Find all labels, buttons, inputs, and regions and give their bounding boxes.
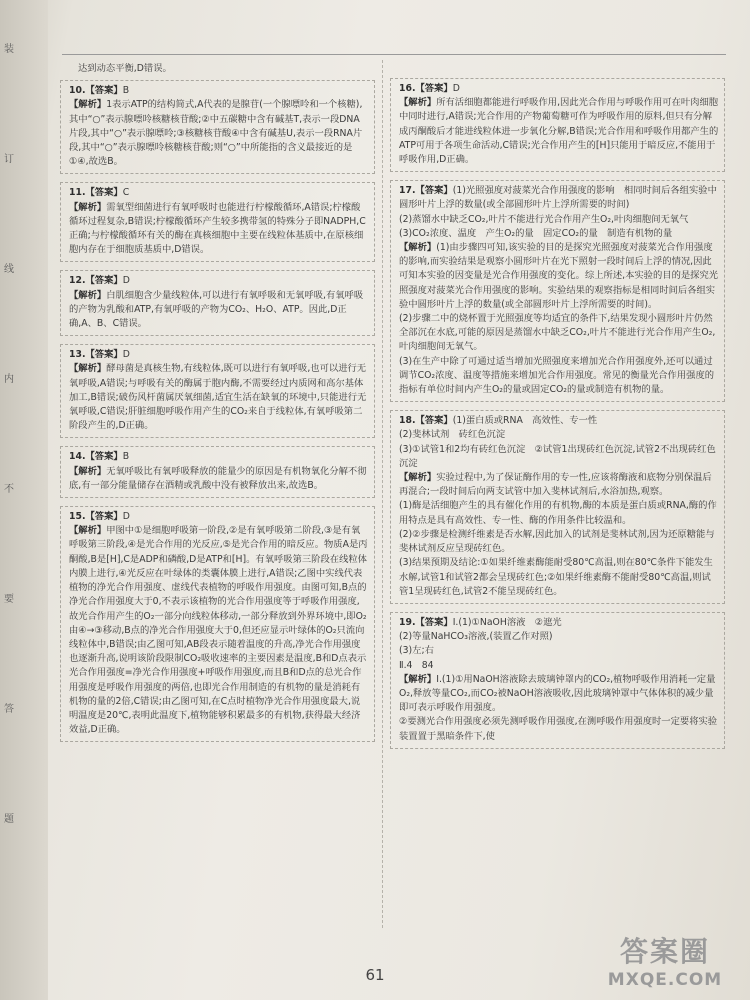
analysis-text: (2)②步骤是检测纤维素是否水解,因此加入的试剂是斐林试剂,因为还原糖能与斐林试剂反应呈现砖红色。 xyxy=(399,528,715,555)
gutter-char: 题 xyxy=(4,814,14,825)
answer-item xyxy=(390,78,725,172)
right-column xyxy=(390,78,725,757)
answer-item xyxy=(60,344,375,438)
gutter-char: 订 xyxy=(4,154,14,165)
analysis-text: (2)步骤二中的烧杯置于光照强度等均适宜的条件下,结果发现小圆形叶片仍然全部沉在水底,可能的原因是蒸馏水中缺乏CO₂,叶片不能进行光合作用产生O₂,叶肉细胞间无氧气。 xyxy=(399,313,716,353)
answer-line: (1)蛋白质或RNA 高效性、专一性 xyxy=(452,415,598,427)
analysis-block xyxy=(69,362,369,433)
answer-item xyxy=(390,612,725,749)
analysis-text: 所有活细胞都能进行呼吸作用,因此光合作用与呼吸作用可在叶肉细胞中同时进行,A错误;光合作用的产物葡萄糖可作为呼吸作用的原料,但只有分解成丙酮酸后才能进线粒体进一步氧化分解,B错误;光合作用和呼吸作用都产生的ATP可用于各项生命活动,C错误;光合作用产生的[H]只能用于暗反应,不能用于呼吸作用,D正确。 xyxy=(399,97,719,166)
answer-line: (2)等量NaHCO₃溶液,(装置乙作对照) xyxy=(399,631,553,643)
item-number: 18. xyxy=(399,415,416,427)
analysis-label: 【解析】 xyxy=(69,99,107,111)
item-number: 14. xyxy=(69,451,86,463)
analysis-text: 无氧呼吸比有氧呼吸释放的能量少的原因是有机物氧化分解不彻底,有一部分能量储存在酒精或乳酸中没有被释放出来,故选B。 xyxy=(69,465,367,491)
answer-label: 【答案】 xyxy=(415,83,453,94)
answer-head xyxy=(69,348,369,362)
analysis-label: 【解析】 xyxy=(69,363,107,375)
answer-label: 【答案】 xyxy=(85,85,123,97)
answer-value: D xyxy=(122,275,130,287)
answer-label: 【答案】 xyxy=(85,275,123,287)
answer-item xyxy=(390,410,725,604)
item-number: 10. xyxy=(69,85,86,97)
column-divider xyxy=(382,60,383,928)
analysis-text: 甲图中①是细胞呼吸第一阶段,②是有氧呼吸第二阶段,③是有氧呼吸第三阶段,④是光合作用的光反应,⑤是光合作用的暗反应。物质A是丙酮酸,B是[H],C是ADP和磷酸,D是ATP和[H]。有氧呼吸第三阶段在线粒体内膜上进行,④光反应在叶绿体的类囊体膜上进行,A错误;乙图中实线代表植物的净光合作用强度、虚线代表植物的呼吸作用强度。由图可知,B点的净光合作用强度大于0,不表示该植物的光合作用强度等于呼吸作用强度,故光合作用产生的O₂一部分向线粒体移动,一部分释放到外界环境中,即O₂由④→③移动,B点的净光合作用强度大于0,但还应显示叶绿体的O₂只流向线粒体中,B错误;由乙图可知,AB段表示随着温度的升高,净光合作用强度也逐渐升高,说明该阶段限制CO₂吸收速率的主要因素是温度,B和D点表示光合作用强度=净光合作用强度+呼吸作用强度,而且B和D点的总光合作用强度是呼吸作用强度的两倍,也即光合作用制造的有机物的量是消耗有机物的量的2倍,C错误;由乙图可知,在C点时植物净光合作用强度最大,说明温度是20℃,表明此温度下,植物能够积累最多的有机物,获得最大经济效益,D正确。 xyxy=(69,525,368,736)
answer-head xyxy=(399,616,719,630)
gutter-char: 要 xyxy=(4,594,14,605)
analysis-text: 酵母菌是真核生物,有线粒体,既可以进行有氧呼吸,也可以进行无氧呼吸,A错误;与呼吸有关的酶属于胞内酶,不需要经过内质网和高尔基体加工,B错误;破伤风杆菌属厌氧细菌,适宜生活在缺氧的环境中,只能进行无氧呼吸,C错误;肝脏细胞呼吸作用产生的CO₂来自于线粒体,有氧呼吸第二阶段产生的,D正确。 xyxy=(69,363,367,432)
item-number: 12. xyxy=(69,275,86,287)
item-number: 15. xyxy=(69,511,86,523)
answer-item xyxy=(60,446,375,498)
answer-label: 【答案】 xyxy=(85,511,123,523)
binding-gutter xyxy=(0,0,48,1000)
analysis-label: 【解析】 xyxy=(69,465,107,477)
answer-value: B xyxy=(122,85,130,97)
answer-line: (3)左;右 xyxy=(399,645,434,657)
answer-value: D xyxy=(452,83,460,94)
analysis-label: 【解析】 xyxy=(399,242,437,254)
analysis-text: 1表示ATP的结构简式,A代表的是腺苷(一个腺嘌呤和一个核糖),其中“○”表示腺嘌呤核糖核苷酸;②中五碳糖中含有碱基T,表示一段DNA片段,其中“○”表示腺嘌呤;③核糖核苷酸④中含有碱基U,表示一段RNA片段,其中“○”表示腺嘌呤核糖核苷酸;则“○”中所能指的含义最接近的是①④,故选B。 xyxy=(69,99,363,168)
analysis-block xyxy=(399,471,719,499)
gutter-char: 线 xyxy=(4,264,14,275)
analysis-label: 【解析】 xyxy=(69,201,107,213)
analysis-text: ②要测光合作用强度必须先测呼吸作用强度,在测呼吸作用强度时一定要将实验装置置于黑暗条件下,使 xyxy=(399,716,718,742)
gutter-char: 装 xyxy=(4,44,14,55)
analysis-text: 需氧型细菌进行有氧呼吸时也能进行柠檬酸循环,A错误;柠檬酸循环过程复杂,B错误;柠檬酸循环产生较多携带氢的特殊分子即NADPH,C正确;与柠檬酸循环有关的酶在真核细胞中主要在线粒体基质中,在原核细胞内存在于细胞质基质中,D错误。 xyxy=(69,201,366,256)
analysis-label: 【解析】 xyxy=(399,472,437,484)
answer-head xyxy=(399,82,719,96)
answer-line: (2)斐林试剂 砖红色沉淀 xyxy=(399,429,506,441)
analysis-block xyxy=(69,201,369,258)
analysis-text: 白肌细胞含少量线粒体,可以进行有氧呼吸和无氧呼吸,有氧呼吸的产物为乳酸和ATP,有氧呼吸的产物为CO₂、H₂O、ATP。因此,D正确,A、B、C错误。 xyxy=(69,289,364,330)
analysis-label: 【解析】 xyxy=(399,97,437,109)
analysis-label: 【解析】 xyxy=(69,525,107,537)
analysis-block xyxy=(399,673,719,716)
answer-value: D xyxy=(122,511,130,523)
answer-line: (3)CO₂浓度、温度 产生O₂的量 固定CO₂的量 制造有机物的量 xyxy=(399,227,673,239)
analysis-block xyxy=(69,465,369,493)
gutter-char: 答 xyxy=(4,704,14,715)
answer-head xyxy=(69,186,369,200)
analysis-text: (3)结果预期及结论:①如果纤维素酶能耐受80℃高温,则在80℃条件下能发生水解,试管1和试管2都会呈现砖红色;②如果纤维素酶不能耐受80℃高温,则试管1呈现砖红色,试管2不能呈现砖红色。 xyxy=(399,557,713,597)
answer-item xyxy=(60,80,375,174)
analysis-text: Ⅰ.(1)①用NaOH溶液除去玻璃钟罩内的CO₂,植物呼吸作用消耗一定量O₂,释放等量CO₂,而CO₂被NaOH溶液吸收,因此玻璃钟罩中气体体积的减少量即可表示呼吸作用强度。 xyxy=(399,673,716,714)
item-number: 17. xyxy=(399,185,416,197)
answer-line: Ⅰ.(1)①NaOH溶液 ②遮光 xyxy=(452,616,562,628)
answer-value: D xyxy=(122,349,130,361)
analysis-text: (1)酶是活细胞产生的具有催化作用的有机物,酶的本质是蛋白质或RNA,酶的作用特点是具有高效性、专一性、酶的作用条件比较温和。 xyxy=(399,500,717,526)
answer-head xyxy=(69,510,369,524)
gutter-char: 不 xyxy=(4,484,14,495)
answer-line: Ⅱ.4 84 xyxy=(399,659,434,671)
item-number: 13. xyxy=(69,349,86,361)
answer-head xyxy=(399,184,719,212)
answer-label: 【答案】 xyxy=(415,616,453,628)
left-column xyxy=(60,62,375,750)
answer-head xyxy=(69,84,369,98)
answer-label: 【答案】 xyxy=(85,187,123,199)
analysis-text: 实验过程中,为了保证酶作用的专一性,应该将酶液和底物分别保温后再混合;一段时间后向两支试管中加入斐林试剂后,水浴加热,观察。 xyxy=(399,472,712,498)
answer-value: C xyxy=(122,187,130,199)
item-number: 11. xyxy=(69,187,86,199)
analysis-label: 【解析】 xyxy=(69,289,107,301)
answer-label: 【答案】 xyxy=(85,451,123,463)
answer-line: (2)蒸馏水中缺乏CO₂,叶片不能进行光合作用产生O₂,叶肉细胞间无氧气 xyxy=(399,213,689,225)
answer-label: 【答案】 xyxy=(85,349,123,361)
answer-item xyxy=(390,180,725,402)
analysis-block xyxy=(69,524,369,737)
answer-line: (3)①试管1和2均有砖红色沉淀 ②试管1出现砖红色沉淀,试管2不出现砖红色沉淀 xyxy=(399,443,716,469)
analysis-block xyxy=(399,241,719,312)
watermark-logo xyxy=(590,930,740,992)
watermark-cn: 答案圈 xyxy=(619,935,710,968)
answer-head xyxy=(69,450,369,464)
gutter-char: 内 xyxy=(4,374,14,385)
answer-label: 【答案】 xyxy=(415,185,453,197)
answer-head xyxy=(399,414,719,428)
analysis-block xyxy=(69,289,369,332)
analysis-block xyxy=(69,98,369,169)
item-number: 19. xyxy=(399,616,416,628)
answer-label: 【答案】 xyxy=(415,415,453,427)
answer-line: (1)光照强度对菠菜光合作用强度的影响 相同时间后各组实验中圆形叶片上浮的数量(或全部圆形叶片上浮所需要的时间) xyxy=(399,185,717,211)
analysis-text: (1)由步骤四可知,该实验的目的是探究光照强度对菠菜光合作用强度的影响,而实验结果是观察小圆形叶片在光下照射一段时间后上浮的情况,因此可知本实验的因变量是光合作用强度的变化。综上所述,本实验的目的是探究光照强度对菠菜光合作用强度的影响。实验结果的观察指标是相同时间后各组实验中圆形叶片上浮的数量(或全部圆形叶片上浮所需要的时间)。 xyxy=(399,242,719,310)
answer-item xyxy=(60,270,375,336)
analysis-text: (3)在生产中除了可通过适当增加光照强度来增加光合作用强度外,还可以通过调节CO₂浓度、温度等措施来增加光合作用强度。常见的衡量光合作用强度的指标有单位时间内产生O₂的量或固定CO₂的量或制造有机物的量。 xyxy=(399,355,715,396)
answer-head xyxy=(69,274,369,288)
carry-over-text: 达到动态平衡,D错误。 xyxy=(78,63,172,74)
analysis-block xyxy=(399,96,719,167)
top-rule xyxy=(62,54,726,55)
item-number: 16. xyxy=(399,83,416,94)
analysis-label: 【解析】 xyxy=(399,673,437,685)
watermark-en: MXQE.COM xyxy=(607,970,723,990)
answer-value: B xyxy=(122,451,130,463)
page-number: 61 xyxy=(365,966,385,984)
answer-item xyxy=(60,182,375,262)
answer-item xyxy=(60,506,375,742)
